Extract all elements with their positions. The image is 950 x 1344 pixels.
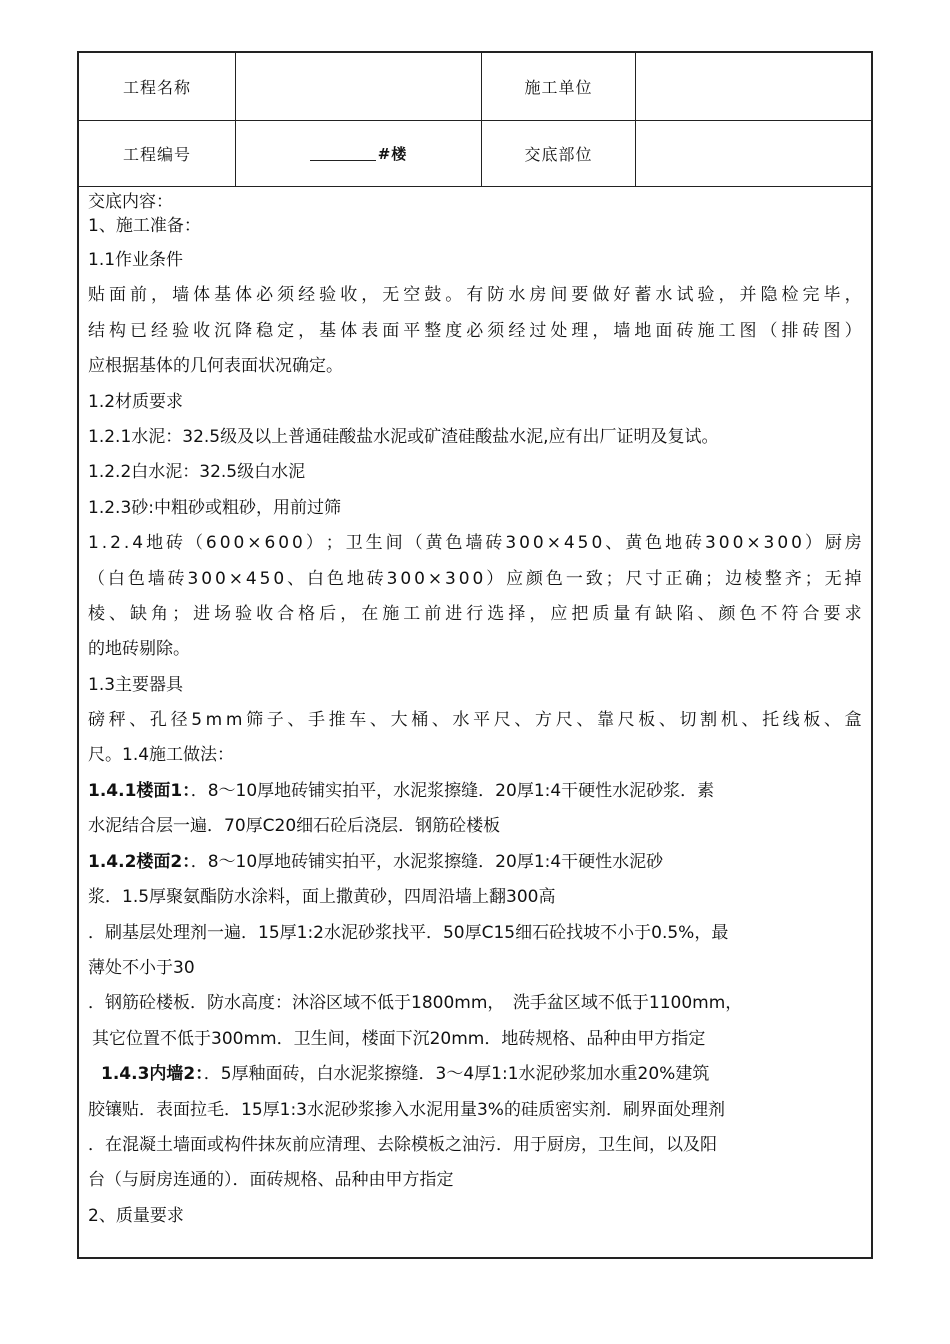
text-line: 1.2.3砂:中粗砂或粗砂，用前过筛: [88, 498, 341, 518]
floor-1-text: ．8～10厚地砖铺实拍平，水泥浆擦缝．20厚1:4干硬性水泥砂浆．素: [190, 781, 715, 801]
wall-2-text: ．5厚釉面砖，白水泥浆擦缝．3～4厚1:1水泥砂浆加水重20%建筑: [203, 1064, 710, 1084]
building-number-blank[interactable]: [310, 146, 376, 161]
text-line: 其它位置不低于300mm．卫生间，楼面下沉20mm．地砖规格、品种由甲方指定: [92, 1029, 706, 1049]
subsection-heading: 1.3主要器具: [88, 675, 184, 695]
disclosure-form: [77, 51, 873, 1259]
project-no-field[interactable]: [236, 121, 482, 186]
floor-2-text: ．8～10厚地砖铺实拍平，水泥浆擦缝．20厚1:4干硬性水泥砂: [190, 852, 664, 872]
project-name-label: 工程名称: [79, 53, 236, 120]
section-heading: 2、质量要求: [88, 1206, 184, 1226]
header-row-2: [79, 121, 871, 187]
text-line: [101, 1063, 709, 1085]
contractor-label: 施工单位: [482, 53, 636, 120]
section-heading: 1、施工准备：: [88, 216, 201, 236]
header-row-1: [79, 53, 871, 121]
text-line: [88, 851, 663, 873]
text-line: 应根据基体的几何表面状况确定。: [88, 356, 343, 376]
text-line: [88, 780, 714, 802]
text-line: 浆．1.5厚聚氨酯防水涂料，面上撒黄砂，四周沿墙上翻300高: [88, 887, 556, 907]
text-line: （ 白 色 墙 砖 3 0 0 × 4 5 0 、 白 色 地 砖 3 0 0 × 3 0 0 ） 应 颜 色 一 致 ； 尺 寸 正 确 ； 边 棱 整 齐 ； 无 掉: [88, 569, 862, 589]
text-line: 的地砖剔除。: [88, 639, 190, 659]
text-line: 胶镶贴．表面拉毛．15厚1:3水泥砂浆掺入水泥用量3%的硅质密实剂．刷界面处理剂: [88, 1100, 725, 1120]
subsection-heading: 1.2材质要求: [88, 392, 184, 412]
text-line: 磅 秤 、 孔 径 5 m m 筛 子 、 手 推 车 、 大 桶 、 水 平 尺 、 方 尺 、 靠 尺 板 、 切 割 机 、 托 线 板 、 盒: [88, 710, 862, 730]
text-line: 贴 面 前 ， 墙 体 基 体 必 须 经 验 收 ， 无 空 鼓 。 有 防 水 房 间 要 做 好 蓄 水 试 验 ， 并 隐 检 完 毕 ，: [88, 285, 862, 305]
content-heading: 交底内容：: [88, 192, 173, 212]
text-line: 1.2.2白水泥：32.5级白水泥: [88, 462, 306, 482]
text-line: 尺。1.4施工做法：: [88, 745, 235, 765]
text-line: 水泥结合层一遍．70厚C20细石砼后浇层．钢筋砼楼板: [88, 816, 501, 836]
text-line: 薄处不小于30: [88, 958, 195, 978]
text-line: 1 . 2 . 4 地 砖 （ 6 0 0 × 6 0 0 ） ； 卫 生 间 （ 黄 色 墙 砖 3 0 0 × 4 5 0 、 黄 色 地 砖 3 0 0 × 3 0 0 ） 厨 房: [88, 533, 862, 553]
floor-1-label: 1.4.1楼面1：: [88, 781, 191, 801]
text-line: 棱 、 缺 角 ； 进 场 验 收 合 格 后 ， 在 施 工 前 进 行 选 择 ， 应 把 质 量 有 缺 陷 、 颜 色 不 符 合 要 求: [88, 604, 862, 624]
contractor-field[interactable]: [636, 53, 873, 120]
building-suffix: #楼: [377, 145, 408, 163]
wall-2-label: 1.4.3内墙2：: [101, 1064, 204, 1084]
text-line: 1.2.1水泥：32.5级及以上普通硅酸盐水泥或矿渣硅酸盐水泥,应有出厂证明及复试。: [88, 427, 719, 447]
text-line: 台（与厨房连通的）．面砖规格、品种由甲方指定: [88, 1170, 454, 1190]
text-line: 结 构 已 经 验 收 沉 降 稳 定 ， 基 体 表 面 平 整 度 必 须 经 过 处 理 ， 墙 地 面 砖 施 工 图 （ 排 砖 图 ）: [88, 321, 862, 341]
floor-2-label: 1.4.2楼面2：: [88, 852, 191, 872]
subsection-heading: 1.1作业条件: [88, 250, 184, 270]
text-line: ．钢筋砼楼板．防水高度：沐浴区域不低于1800mm， 洗手盆区域不低于1100mm，: [88, 993, 743, 1013]
project-no-label: 工程编号: [79, 121, 236, 186]
text-line: ．刷基层处理剂一遍．15厚1:2水泥砂浆找平．50厚C15细石砼找坡不小于0.5%，最: [88, 923, 729, 943]
disclosure-part-label: 交底部位: [482, 121, 636, 186]
disclosure-part-field[interactable]: [636, 121, 873, 186]
project-name-field[interactable]: [236, 53, 482, 120]
text-line: ．在混凝土墙面或构件抹灰前应清理、去除模板之油污．用于厨房，卫生间，以及阳: [88, 1135, 717, 1155]
